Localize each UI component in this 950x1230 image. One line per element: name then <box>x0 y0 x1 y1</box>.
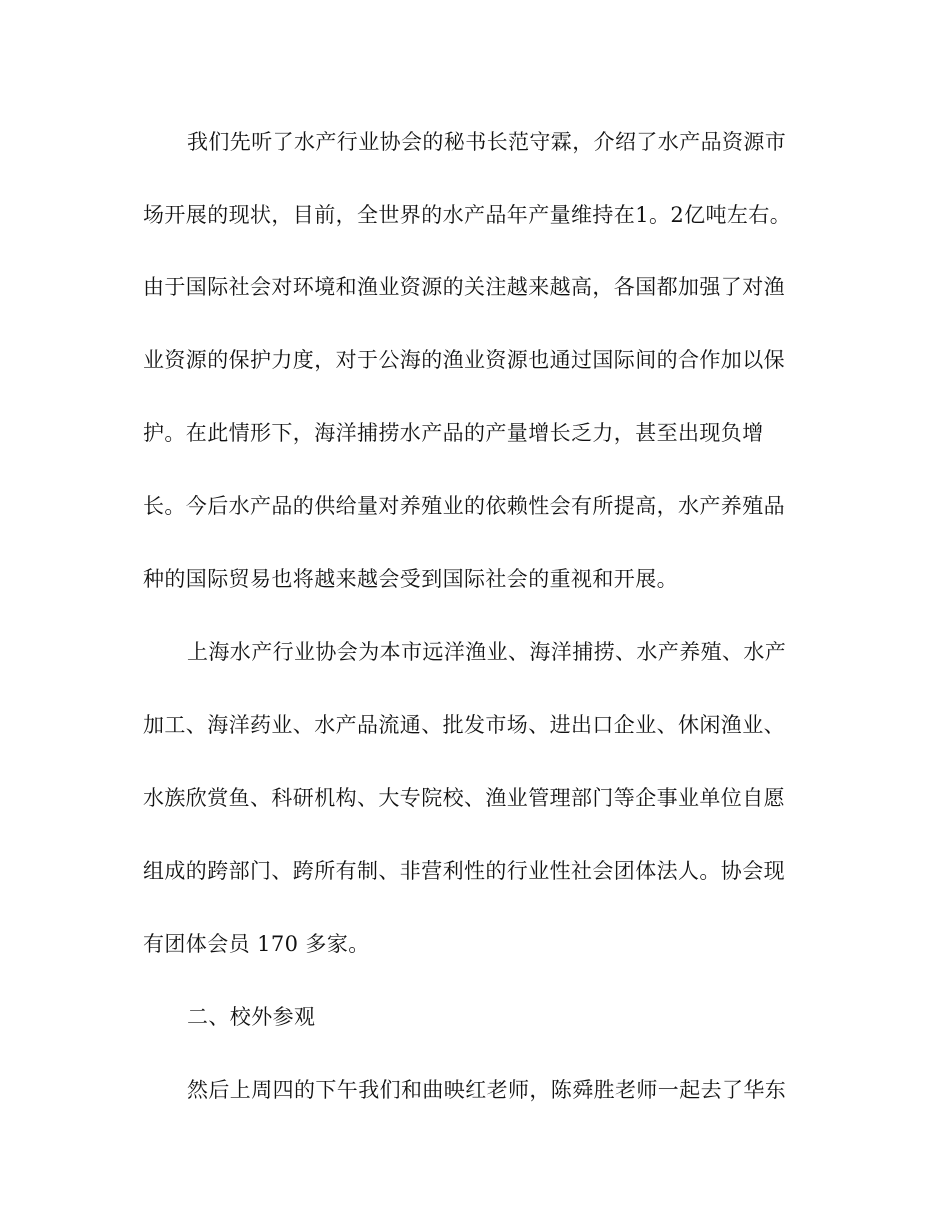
paragraph-1-line-4: 业资源的保护力度，对于公海的渔业资源也通过国际间的合作加以保 <box>143 348 785 372</box>
paragraph-2-line-4: 组成的跨部门、跨所有制、非营利性的行业性社会团体法人。协会现 <box>143 859 785 883</box>
paragraph-2-line-2: 加工、海洋药业、水产品流通、批发市场、进出口企业、休闲渔业、 <box>143 713 785 737</box>
paragraph-1-line-1: 我们先听了水产行业协会的秘书长范守霖，介绍了水产品资源市 <box>187 130 787 154</box>
paragraph-1-line-6: 长。今后水产品的供给量对养殖业的依赖性会有所提高，水产养殖品 <box>143 494 785 518</box>
section-heading: 二、校外参观 <box>187 1005 316 1029</box>
paragraph-1-line-5: 护。在此情形下，海洋捕捞水产品的产量增长乏力，甚至出现负增 <box>143 421 764 445</box>
paragraph-2-line-1: 上海水产行业协会为本市远洋渔业、海洋捕捞、水产养殖、水产 <box>187 640 787 664</box>
paragraph-1-line-2: 场开展的现状，目前，全世界的水产品年产量维持在1。2亿吨左右。 <box>143 203 792 227</box>
paragraph-1-line-3: 由于国际社会对环境和渔业资源的关注越来越高，各国都加强了对渔 <box>143 275 785 299</box>
paragraph-3-line-1: 然后上周四的下午我们和曲映红老师，陈舜胜老师一起去了华东 <box>187 1078 787 1102</box>
paragraph-2-line-5: 有团体会员 170 多家。 <box>143 932 370 956</box>
paragraph-2-line-3: 水族欣赏鱼、科研机构、大专院校、渔业管理部门等企事业单位自愿 <box>143 786 785 810</box>
paragraph-1-line-7: 种的国际贸易也将越来越会受到国际社会的重视和开展。 <box>143 567 678 591</box>
